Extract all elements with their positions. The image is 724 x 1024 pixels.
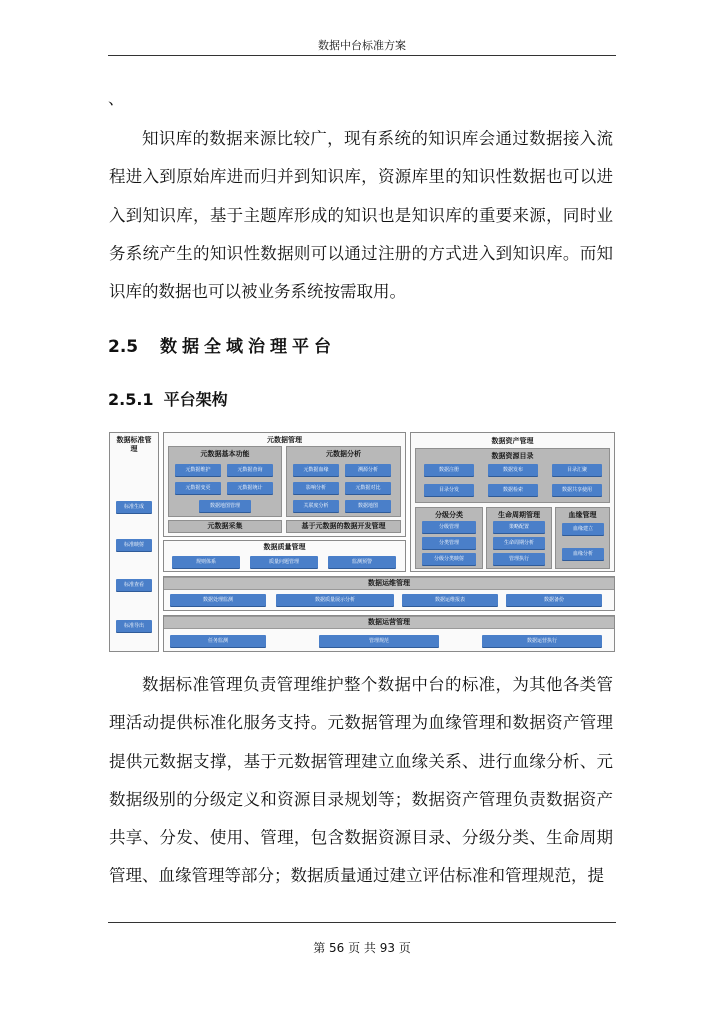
asset-level-item: 分级分类映射 xyxy=(422,553,476,565)
metadata-basic-item: 元数据维护 xyxy=(175,464,221,476)
ops-item: 数据处理监测 xyxy=(170,594,266,606)
asset-lineage-item: 血缘建立 xyxy=(562,523,604,535)
metadata-analysis-item: 影响分析 xyxy=(293,482,339,494)
asset-title: 数据资产管理 xyxy=(491,437,534,445)
paragraph-knowledge-base: 知识库的数据来源比较广，现有系统的知识库会通过数据接入流程进入到原始库进而归并到知识库，资源库里的知识性数据也可以进入到知识库，基于主题库形成的知识也是知识库的重要来源，同时业务系统产生的知识性数据则可以通过注册的方式进入到知识库。而知识库的数据也可以被业务系统按需取用。 xyxy=(109,129,613,302)
asset-catalog-item: 目录分发 xyxy=(424,484,474,496)
section-heading xyxy=(108,332,336,357)
metadata-analysis-item: 关联度分析 xyxy=(293,500,339,512)
asset-catalog-group xyxy=(415,448,610,503)
metadata-analysis-item: 数据地图 xyxy=(345,500,391,512)
metadata-analysis-item: 溯源分析 xyxy=(345,464,391,476)
punctuation-mark: 、 xyxy=(108,89,125,108)
metadata-analysis-item: 元数据对比 xyxy=(345,482,391,494)
metadata-title: 元数据管理 xyxy=(267,436,302,444)
subsection-title: 平台架构 xyxy=(163,390,228,409)
run-item: 数据运营执行 xyxy=(482,635,602,647)
std-mgmt-panel xyxy=(109,432,159,652)
ops-item: 数据质量展示分析 xyxy=(276,594,394,606)
quality-item: 质量问题管理 xyxy=(250,556,318,568)
ops-item: 数据备份 xyxy=(506,594,602,606)
std-item: 标准生成 xyxy=(116,501,152,513)
std-mgmt-title: 数据标准管理 xyxy=(116,436,152,453)
run-item: 任务监测 xyxy=(170,635,266,647)
section-title: 数据全域治理平台 xyxy=(160,337,336,357)
asset-catalog-item: 目录汇聚 xyxy=(552,464,602,476)
quality-title: 数据质量管理 xyxy=(263,543,306,551)
asset-life-title: 生命周期管理 xyxy=(498,511,540,519)
asset-catalog-title: 数据资源目录 xyxy=(491,452,534,460)
asset-lineage-item: 血缘分析 xyxy=(562,548,604,560)
asset-catalog-item: 数据共享使用 xyxy=(552,484,602,496)
asset-life-item: 生命周期分析 xyxy=(493,537,545,549)
asset-level-group xyxy=(415,507,483,569)
asset-life-item: 策略配置 xyxy=(493,521,545,533)
metadata-basic-group xyxy=(168,446,282,517)
section-number: 2.5 xyxy=(108,337,139,357)
std-item: 标准查看 xyxy=(116,579,152,591)
metadata-basic-item: 数据地图管理 xyxy=(199,500,251,512)
asset-panel xyxy=(410,432,615,572)
metadata-basic-title: 元数据基本功能 xyxy=(200,450,250,458)
subsection-heading xyxy=(108,387,228,410)
metadata-analysis-title: 元数据分析 xyxy=(326,450,361,458)
metadata-basic-item: 元数据查询 xyxy=(227,464,273,476)
asset-level-item: 分级管理 xyxy=(422,521,476,533)
platform-architecture-diagram xyxy=(109,432,615,652)
subsection-number: 2.5.1 xyxy=(108,390,154,409)
paragraph-standard-management: 数据标准管理负责管理维护整个数据中台的标准，为其他各类管理活动提供标准化服务支持。元数据管理为血缘管理和数据资产管理提供元数据支撑，基于元数据管理建立血缘关系、进行血缘分析、元数据级别的分级定义和资源目录规划等；数据资产管理负责数据资产共享、分发、使用、管理，包含数据资源目录、分级分类、生命周期管理、血缘管理等部分；数据质量通过建立评估标准和管理规范，提 xyxy=(109,675,613,886)
quality-item: 规则体系 xyxy=(172,556,240,568)
ops-panel xyxy=(163,576,615,611)
ops-title: 数据运维管理 xyxy=(164,577,614,590)
asset-lineage-group xyxy=(555,507,610,569)
quality-item: 监测预警 xyxy=(328,556,396,568)
footer-divider xyxy=(108,922,616,923)
asset-catalog-item: 数据检索 xyxy=(488,484,538,496)
std-item: 标准映射 xyxy=(116,539,152,551)
quality-panel xyxy=(163,540,406,572)
run-item: 管理规范 xyxy=(319,635,439,647)
std-item: 标准导出 xyxy=(116,620,152,632)
asset-life-group xyxy=(486,507,552,569)
asset-level-item: 分类管理 xyxy=(422,537,476,549)
ops-item: 数据运维报表 xyxy=(402,594,498,606)
metadata-collect-bar: 元数据采集 xyxy=(168,520,282,533)
run-panel xyxy=(163,615,615,652)
metadata-basic-item: 元数据统计 xyxy=(227,482,273,494)
asset-life-item: 管理执行 xyxy=(493,553,545,565)
page-footer: 第 56 页 共 93 页 xyxy=(313,941,411,955)
asset-catalog-item: 数据注册 xyxy=(424,464,474,476)
metadata-basic-item: 元数据变更 xyxy=(175,482,221,494)
asset-catalog-item: 数据发布 xyxy=(488,464,538,476)
asset-lineage-title: 血缘管理 xyxy=(568,511,597,519)
page-header: 数据中台标准方案 xyxy=(108,38,616,56)
run-title: 数据运营管理 xyxy=(164,616,614,629)
asset-level-title: 分级分类 xyxy=(435,511,463,519)
metadata-analysis-group xyxy=(286,446,401,517)
metadata-dev-bar: 基于元数据的数据开发管理 xyxy=(286,520,401,533)
metadata-panel xyxy=(163,432,406,537)
metadata-analysis-item: 元数据血缘 xyxy=(293,464,339,476)
